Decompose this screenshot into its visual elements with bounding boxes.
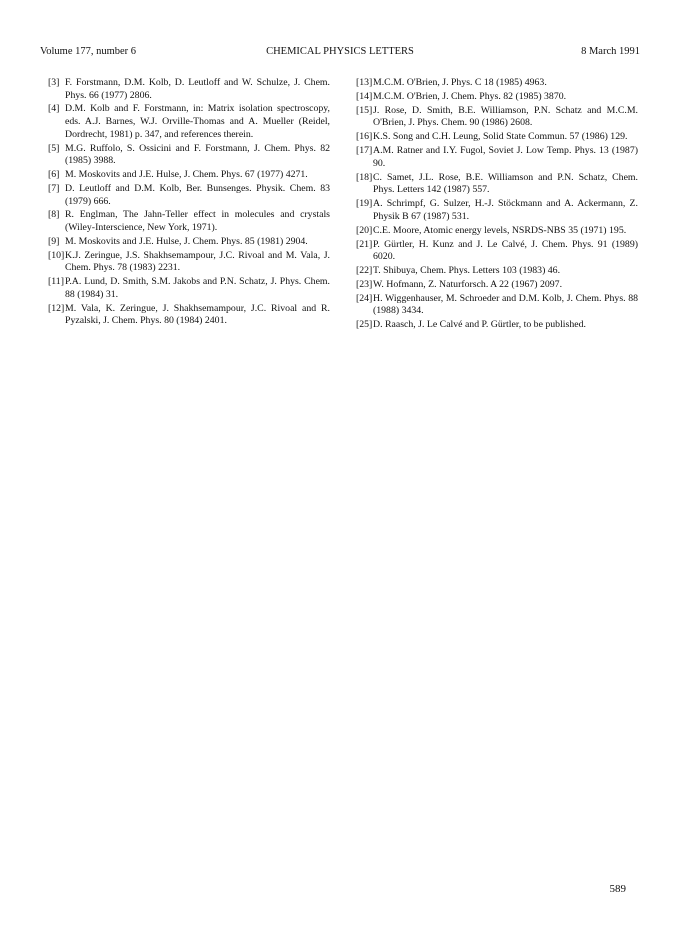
reference-number: [9] [48,235,60,247]
reference-number: [8] [48,209,60,221]
reference-text: H. Wiggenhauser, M. Schroeder and D.M. Kolb, J. Chem. Phys. 88 (1988) 3434. [373,292,638,317]
reference-number: [6] [48,169,60,181]
reference-entry [48,77,330,102]
reference-text: D. Leutloff and D.M. Kolb, Ber. Bunsenges. Physik. Chem. 83 (1979) 666. [65,182,330,207]
reference-number: [25] [356,319,373,331]
reference-text: W. Hofmann, Z. Naturforsch. A 22 (1967) 2097. [373,278,563,290]
reference-entry [356,198,638,223]
reference-entry [48,303,330,328]
reference-number: [13] [356,77,373,88]
reference-number: [23] [356,278,373,290]
reference-entry [356,293,638,318]
reference-number: [22] [356,264,373,276]
reference-entry [356,225,638,238]
reference-text: C. Samet, J.L. Rose, B.E. Williamson and P.N. Schatz, Chem. Phys. Letters 142 (1987) 557. [373,171,638,196]
reference-number: [19] [356,198,373,210]
reference-entry [356,77,638,90]
references-left-column [48,77,330,329]
reference-number: [24] [356,292,373,304]
reference-text: D. Raasch, J. Le Calvé and P. Gürtler, to be published. [373,319,586,331]
reference-entry [48,183,330,208]
reference-number: [10] [48,249,65,261]
reference-number: [21] [356,238,373,250]
reference-entry [356,239,638,264]
reference-entry [48,169,330,182]
reference-entry [48,209,330,234]
page-number: 589 [609,883,626,895]
reference-text: F. Forstmann, D.M. Kolb, D. Leutloff and W. Schulze, J. Chem. Phys. 66 (1977) 2806. [65,77,330,101]
reference-text: M. Moskovits and J.E. Hulse, J. Chem. Phys. 85 (1981) 2904. [65,235,308,247]
reference-number: [17] [356,145,373,157]
journal-title: CHEMICAL PHYSICS LETTERS [266,46,414,57]
reference-entry [356,131,638,144]
reference-text: P.A. Lund, D. Smith, S.M. Jakobs and P.N. Schatz, J. Phys. Chem. 88 (1984) 31. [65,276,330,300]
reference-entry [48,236,330,249]
reference-entry [356,145,638,170]
reference-entry [356,105,638,130]
reference-number: [11] [48,276,64,288]
reference-number: [15] [356,104,373,116]
volume-label: Volume 177, number 6 [40,46,137,57]
reference-entry [356,265,638,278]
running-header [40,45,640,59]
reference-text: P. Gürtler, H. Kunz and J. Le Calvé, J. Chem. Phys. 91 (1989) 6020. [373,238,638,263]
reference-number: [7] [48,182,60,194]
reference-text: A.M. Ratner and I.Y. Fugol, Soviet J. Low Temp. Phys. 13 (1987) 90. [373,145,638,169]
reference-entry [356,319,638,332]
reference-entry [356,172,638,197]
reference-text: C.E. Moore, Atomic energy levels, NSRDS-NBS 35 (1971) 195. [373,224,627,236]
reference-text: M.G. Ruffolo, S. Ossicini and F. Forstmann, J. Chem. Phys. 82 (1985) 3988. [65,142,330,167]
reference-entry [356,279,638,292]
reference-entry [48,250,330,275]
reference-number: [12] [48,302,65,314]
reference-text: A. Schrimpf, G. Sulzer, H.-J. Stöckmann and A. Ackermann, Z. Physik B 67 (1987) 531. [373,198,638,222]
reference-text: M. Vala, K. Zeringue, J. Shakhsemampour, J.C. Rivoal and R. Pyzalski, J. Chem. Phys. 80 (1984) 2401. [65,302,330,327]
reference-text: J. Rose, D. Smith, B.E. Williamson, P.N. Schatz and M.C.M. O'Brien, J. Phys. Chem. 90 (1986) 2608. [373,104,638,129]
references-right-column [356,77,638,333]
reference-entry [48,143,330,168]
reference-text: R. Englman, The Jahn-Teller effect in molecules and crystals (Wiley-Interscience, New York, 1971). [65,209,330,234]
reference-number: [14] [356,90,373,102]
reference-text: K.S. Song and C.H. Leung, Solid State Commun. 57 (1986) 129. [373,131,628,143]
reference-text: D.M. Kolb and F. Forstmann, in: Matrix isolation spectroscopy, eds. A.J. Barnes, W.J. Orville-Thomas and A. Mueller (Reidel, Dordrecht, 1981) p. 347, and references therein. [65,103,330,140]
reference-entry [356,91,638,104]
reference-entry [48,276,330,301]
reference-number: [20] [356,224,373,236]
reference-text: M. Moskovits and J.E. Hulse, J. Chem. Phys. 67 (1977) 4271. [65,169,308,181]
reference-text: T. Shibuya, Chem. Phys. Letters 103 (1983) 46. [373,264,561,276]
issue-date: 8 March 1991 [581,46,640,57]
reference-number: [4] [48,103,60,115]
reference-number: [3] [48,77,60,88]
reference-text: M.C.M. O'Brien, J. Phys. C 18 (1985) 4963. [373,77,547,88]
reference-text: M.C.M. O'Brien, J. Chem. Phys. 82 (1985) 3870. [373,90,567,102]
reference-number: [16] [356,131,373,143]
reference-entry [48,103,330,141]
reference-text: K.J. Zeringue, J.S. Shakhsemampour, J.C. Rivoal and M. Vala, J. Chem. Phys. 78 (1983) 2231. [65,249,330,274]
reference-number: [18] [356,171,373,183]
reference-number: [5] [48,142,60,154]
